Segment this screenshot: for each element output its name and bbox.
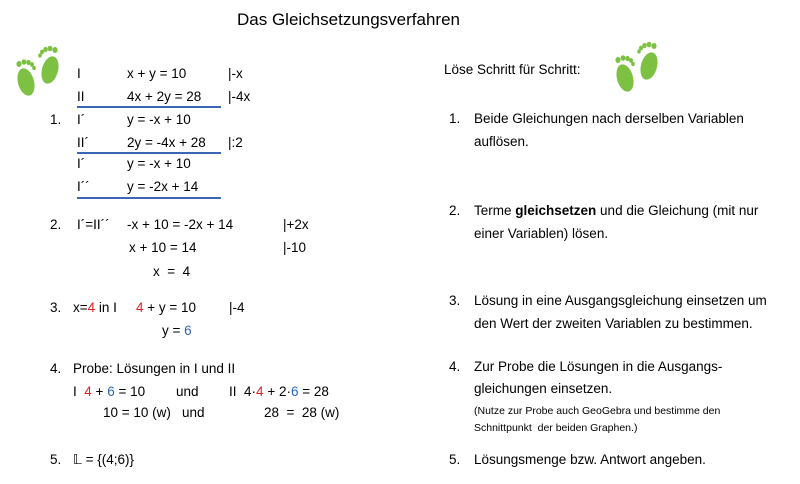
text-part: Terme [474,203,516,218]
check-result-1: 10 = 10 (w) [103,405,171,420]
instruction-text: den Wert der zweiten Variablen zu bestimmen. [474,316,753,331]
check-pre: 4· [244,384,257,399]
page-title: Das Gleichsetzungsverfahren [237,10,461,29]
eq-text: y = -x + 10 [127,156,191,171]
eq-operation: |-4x [228,89,251,104]
y-value: 6 [107,384,115,399]
eq-text: y = -2x + 14 [127,179,199,194]
eq-operation: |-10 [283,240,307,255]
check-label: I [73,384,77,399]
divider-line [77,106,221,108]
solution-set: 𝕃 = {(4;6)} [73,452,135,467]
check-heading: Probe: Lösungen in I und II [73,361,236,376]
eq-text: x + y = 10 [127,66,187,81]
instructions-heading: Löse Schritt für Schritt: [444,62,581,77]
instruction-text: Lösungsmenge bzw. Antwort angeben. [474,452,706,467]
step-number: 5. [50,452,62,467]
step-number: 2. [449,203,461,218]
check-rest: = 10 [114,384,146,399]
divider-line [77,152,221,154]
plus: + [91,384,108,399]
eq-operation: |:2 [228,135,243,150]
sub-suffix: in I [95,300,117,315]
eq-label: I´´ [77,179,90,194]
check-label: II [229,384,237,399]
x-value: 4 [87,300,96,315]
step-number: 5. [449,452,461,467]
instruction-text [474,203,758,218]
x-value: 4 [84,384,92,399]
step-number: 3. [449,293,461,308]
instruction-text: Zur Probe die Lösungen in die Ausgangs- [474,359,723,374]
eq-text: 2y = -4x + 28 [127,135,206,150]
y-value: 6 [184,323,192,338]
sub-prefix: x= [73,300,88,315]
eq-label: II´ [77,135,89,150]
eq-label: II [77,89,85,104]
check-rest: = 28 [298,384,329,399]
und-text: und [182,405,205,420]
x-value: 4 [256,384,264,399]
und-text: und [176,384,199,399]
eq-operation: |+2x [283,217,309,232]
eq-text: 4x + 2y = 28 [127,89,202,104]
check-1 [73,384,145,399]
step-number: 3. [50,300,62,315]
check-result-2: 28 = 28 (w) [264,405,340,420]
instruction-text: auflösen. [474,134,529,149]
text-part: und die Gleichung (mit nur [596,203,759,218]
x-value: 4 [136,300,144,315]
footprints-icon [605,36,671,102]
eq-text: x + 10 = 14 [129,240,197,255]
footprints-icon [6,40,72,106]
eq-text: x = 4 [153,264,191,279]
instruction-text: gleichungen einsetzen. [474,381,613,396]
eq-text: y = -x + 10 [127,112,191,127]
instruction-text: Lösung in eine Ausgangsgleichung einsetzen um [474,293,767,308]
result-text [162,323,192,338]
instruction-note: Schnittpunkt der beiden Graphen.) [474,422,638,434]
step-number: 4. [449,359,461,374]
instruction-text: einer Variablen) lösen. [474,226,609,241]
eq-text [136,300,196,315]
result-prefix: y = [162,323,185,338]
y-value: 6 [290,384,299,399]
substitution-text [73,300,117,315]
divider-line [77,197,221,199]
eq-rest: + y = 10 [143,300,197,315]
step-number: 1. [449,111,461,126]
eq-label: I´ [77,112,86,127]
eq-operation: |-4 [229,300,245,315]
step-number: 4. [50,361,62,376]
eq-label: I´=II´´ [77,217,110,232]
step-number: 2. [50,217,62,232]
instruction-note: (Nutze zur Probe auch GeoGebra und bestimme den [474,405,721,417]
eq-label: I´ [77,156,86,171]
check-mid: + 2· [263,384,291,399]
eq-operation: |-x [228,66,243,81]
bold-keyword: gleichsetzen [515,203,597,218]
instruction-text: Beide Gleichungen nach derselben Variablen [474,111,744,126]
eq-text: -x + 10 = -2x + 14 [127,217,234,232]
eq-label: I [77,66,81,81]
step-number: 1. [50,112,62,127]
check-2 [229,384,329,399]
